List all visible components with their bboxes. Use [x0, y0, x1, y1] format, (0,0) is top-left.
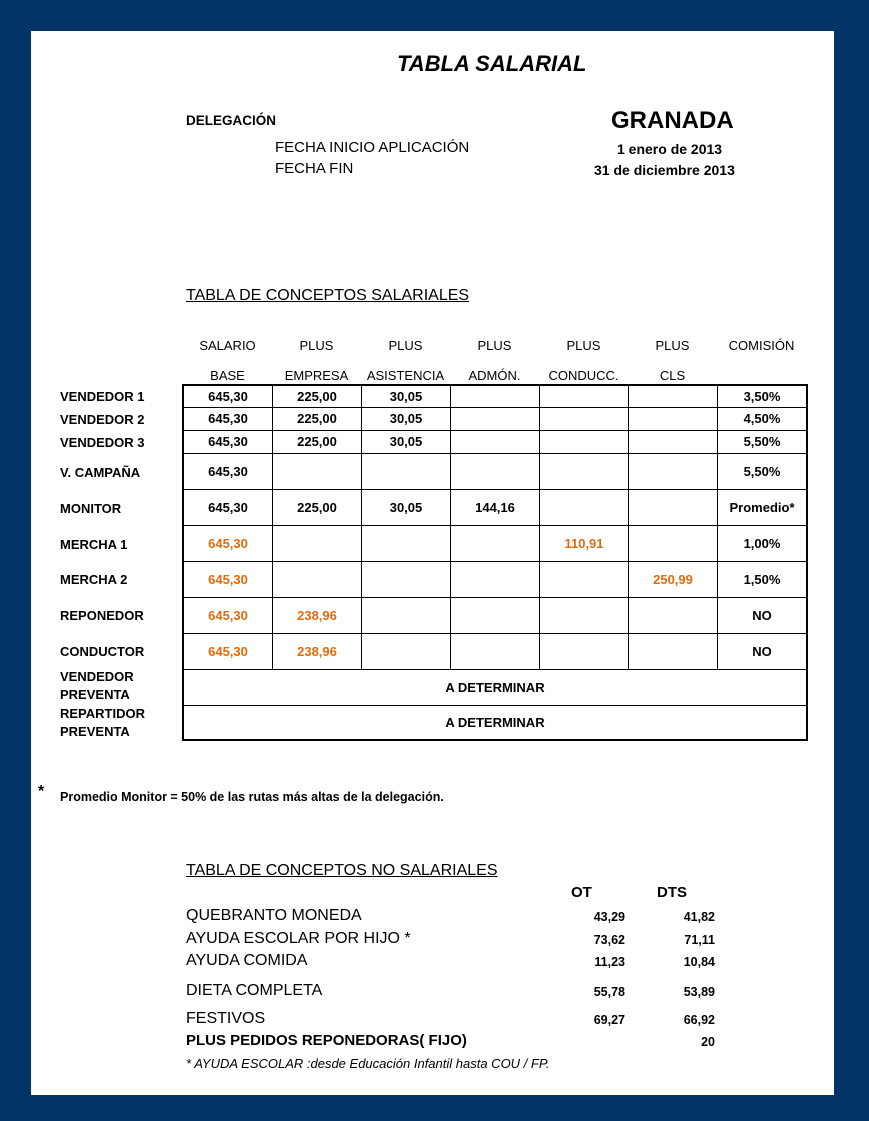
concept-dts-value: 10,84: [683, 955, 715, 969]
table-cell: 1,00%: [718, 525, 808, 561]
end-date-label: FECHA FIN: [275, 160, 354, 177]
table-cell: 4,50%: [718, 407, 808, 430]
table-cell: [451, 525, 540, 561]
concept-dts-value: 41,82: [683, 910, 715, 924]
table-row: [183, 489, 807, 525]
table-cell: [362, 561, 451, 597]
table-cell: [540, 453, 629, 489]
concept-ot-value: 55,78: [593, 985, 625, 999]
end-date-value: 31 de diciembre 2013: [594, 162, 735, 178]
table-cell: [629, 525, 718, 561]
table-cell: [273, 561, 362, 597]
column-header-line1: PLUS: [477, 338, 512, 353]
row-label: REPARTIDOR: [60, 706, 145, 721]
table-cell: [629, 407, 718, 430]
table-cell: [629, 430, 718, 453]
concept-ot-value: 69,27: [593, 1013, 625, 1027]
plus-pedidos-value: 20: [701, 1035, 715, 1049]
row-label: REPONEDOR: [60, 608, 144, 623]
table-cell: [451, 430, 540, 453]
table-cell: 238,96: [273, 597, 362, 633]
table-cell: 645,30: [183, 430, 273, 453]
table-row: [183, 669, 807, 705]
concept-label: AYUDA ESCOLAR POR HIJO *: [186, 930, 411, 947]
table-row: [183, 525, 807, 561]
table-cell: 250,99: [629, 561, 718, 597]
table-cell: 144,16: [451, 489, 540, 525]
table-row: [183, 633, 807, 669]
table-cell: [629, 597, 718, 633]
concept-label: QUEBRANTO MONEDA: [186, 907, 362, 924]
salary-table: [182, 384, 808, 741]
table-cell: 5,50%: [718, 430, 808, 453]
table-row: [183, 430, 807, 453]
column-header-line1: PLUS: [388, 338, 423, 353]
start-date-value: 1 enero de 2013: [617, 141, 723, 157]
table-cell: 238,96: [273, 633, 362, 669]
delegation-label: DELEGACIÓN: [186, 113, 277, 128]
table-cell: [273, 525, 362, 561]
row-label: VENDEDOR 3: [60, 435, 145, 450]
column-header-line2: ASISTENCIA: [366, 368, 445, 383]
column-header-line1: PLUS: [655, 338, 690, 353]
concept-dts-value: 71,11: [684, 933, 715, 947]
salary-table-title: TABLA DE CONCEPTOS SALARIALES: [186, 287, 470, 304]
table-cell: [540, 633, 629, 669]
table-cell: 645,30: [183, 633, 273, 669]
table-cell: [540, 407, 629, 430]
table-cell: [451, 633, 540, 669]
table-cell: 225,00: [273, 430, 362, 453]
row-label: MONITOR: [60, 501, 122, 516]
table-cell: [451, 385, 540, 407]
column-header-line2: BASE: [210, 368, 245, 383]
table-cell: 645,30: [183, 453, 273, 489]
table-cell: [540, 561, 629, 597]
merged-cell: A DETERMINAR: [183, 669, 807, 705]
table-cell: 645,30: [183, 385, 273, 407]
table-cell: [362, 597, 451, 633]
row-label: VENDEDOR: [60, 669, 134, 684]
table-row: [183, 453, 807, 489]
table-cell: [629, 489, 718, 525]
concept-dts-value: 53,89: [683, 985, 715, 999]
table-cell: NO: [718, 633, 808, 669]
table-cell: 30,05: [362, 430, 451, 453]
document-title: TABLA SALARIAL: [397, 51, 587, 76]
table-row: [183, 597, 807, 633]
row-label: V. CAMPAÑA: [60, 465, 141, 480]
concept-label: FESTIVOS: [186, 1010, 266, 1027]
row-label: PREVENTA: [60, 687, 130, 702]
row-label: VENDEDOR 2: [60, 412, 145, 427]
table-cell: [540, 597, 629, 633]
merged-cell: A DETERMINAR: [183, 705, 807, 740]
table-cell: [451, 407, 540, 430]
column-header-line1: PLUS: [299, 338, 334, 353]
table-row: [183, 561, 807, 597]
table-cell: [362, 525, 451, 561]
table-cell: 110,91: [540, 525, 629, 561]
plus-pedidos-label: PLUS PEDIDOS REPONEDORAS( FIJO): [186, 1032, 467, 1049]
table-cell: [629, 453, 718, 489]
table-cell: 645,30: [183, 561, 273, 597]
row-label: PREVENTA: [60, 724, 130, 739]
column-header-line1: SALARIO: [199, 338, 256, 353]
table-cell: 1,50%: [718, 561, 808, 597]
table-cell: [451, 453, 540, 489]
table-cell: [362, 453, 451, 489]
table-cell: Promedio*: [718, 489, 808, 525]
document-page: [31, 31, 834, 1095]
note-text: Promedio Monitor = 50% de las rutas más altas de la delegación.: [60, 790, 444, 804]
non-salary-table-title: TABLA DE CONCEPTOS NO SALARIALES: [186, 862, 498, 879]
table-row: [183, 385, 807, 407]
column-header-line1: PLUS: [566, 338, 601, 353]
row-label: VENDEDOR 1: [60, 389, 145, 404]
table-cell: 645,30: [183, 597, 273, 633]
table-cell: [629, 633, 718, 669]
table-cell: [540, 430, 629, 453]
table-cell: [540, 489, 629, 525]
delegation-value: GRANADA: [611, 107, 734, 134]
column-header-line2: EMPRESA: [284, 368, 349, 383]
column-header-line2: CONDUCC.: [548, 368, 619, 383]
table-cell: [362, 633, 451, 669]
column-header-line2: CLS: [659, 368, 686, 383]
table-cell: [451, 561, 540, 597]
concept-ot-value: 73,62: [593, 933, 625, 947]
row-label: MERCHA 1: [60, 537, 128, 552]
table-cell: 3,50%: [718, 385, 808, 407]
note-marker: *: [38, 783, 45, 800]
table-cell: 5,50%: [718, 453, 808, 489]
concept-dts-value: 66,92: [683, 1013, 715, 1027]
column-header-line1: COMISIÓN: [728, 338, 795, 353]
row-label: CONDUCTOR: [60, 644, 145, 659]
concept-ot-value: 43,29: [593, 910, 625, 924]
table-row: [183, 705, 807, 740]
table-cell: [629, 385, 718, 407]
table-cell: [451, 597, 540, 633]
column-header-ot: OT: [571, 884, 592, 901]
table-cell: 30,05: [362, 489, 451, 525]
column-header-dts: DTS: [657, 884, 687, 901]
column-header-line2: ADMÓN.: [468, 368, 521, 383]
concept-ot-value: 11,23: [594, 955, 625, 969]
table-cell: NO: [718, 597, 808, 633]
table-row: [183, 407, 807, 430]
table-cell: 225,00: [273, 407, 362, 430]
table-cell: 645,30: [183, 407, 273, 430]
row-label: MERCHA 2: [60, 572, 128, 587]
table-cell: 645,30: [183, 489, 273, 525]
concept-label: DIETA COMPLETA: [186, 982, 323, 999]
concept-label: AYUDA COMIDA: [186, 952, 308, 969]
table-cell: [273, 453, 362, 489]
table-cell: 30,05: [362, 385, 451, 407]
table-cell: [540, 385, 629, 407]
table-cell: 645,30: [183, 525, 273, 561]
start-date-label: FECHA INICIO APLICACIÓN: [275, 139, 470, 156]
table-cell: 30,05: [362, 407, 451, 430]
table-cell: 225,00: [273, 489, 362, 525]
footnote: * AYUDA ESCOLAR :desde Educación Infantil hasta COU / FP.: [186, 1056, 550, 1071]
table-cell: 225,00: [273, 385, 362, 407]
